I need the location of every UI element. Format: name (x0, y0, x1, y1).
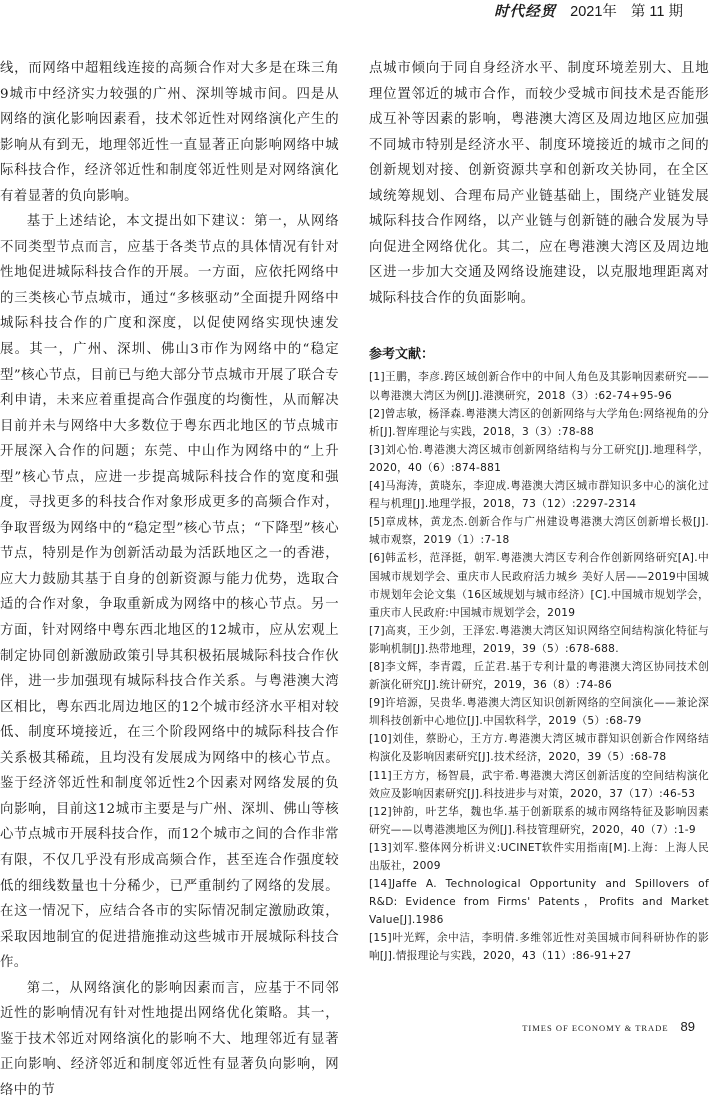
right-column (369, 56, 709, 966)
reference-item: [10]刘佳，蔡盼心，王方方.粤港澳大湾区城市群知识创新合作网络结构演化及影响因素研究[J].技术经济，2020，39（5）:68-78 (369, 733, 709, 764)
journal-brand: 时代经贸 (494, 3, 557, 20)
references-list (369, 368, 709, 965)
reference-item: [7]高爽，王少剑，王泽宏.粤港澳大湾区知识网络空间结构演化特征与影响机制[J].热带地理，2019，39（5）:678-688. (369, 624, 709, 655)
reference-item: [5]章成林，黄龙杰.创新合作与广州建设粤港澳大湾区创新增长极[J].城市观察，2019（1）:7-18 (369, 516, 709, 547)
page-footer (522, 1019, 695, 1034)
issue-year: 2021年 (570, 4, 617, 20)
reference-item: [4]马海涛，黄晓东，李迎成.粤港澳大湾区城市群知识多中心的演化过程与机理[J].地理学报，2018，73（12）:2297-2314 (369, 480, 709, 511)
page-number: 89 (680, 1019, 695, 1034)
page-header (494, 0, 683, 20)
reference-item: [12]钟韵，叶艺华，魏也华.基于创新联系的城市网络特征及影响因素研究——以粤港澳地区为例[J].科技管理研究，2020，40（7）:1-9 (369, 805, 709, 836)
reference-item: [6]韩孟杉，范泽挺，朝军.粤港澳大湾区专利合作创新网络研究[A].中国城市规划学会、重庆市人民政府活力城乡 美好人居——2019中国城市规划年会论文集（16区域规划与城市经济）[C].中国城市规划学会，重庆市人民政府:中国城市规划学会，2019 (369, 552, 709, 619)
paragraph-continuation-right: 点城市倾向于同自身经济水平、制度环境差别大、且地理位置邻近的城市合作，而较少受城市间技术是否能形成互补等因素的影响，粤港澳大湾区及周边地区应加强不同城市特别是经济水平、制度环境接近的城市之间的创新规划对接、创新资源共享和创新攻关协同，在全区域统筹规划、合理布局产业链基础上，围绕产业链发展城际科技合作网络，以产业链与创新链的融合发展为导向促进全网络优化。其二，应在粤港澳大湾区及周边地区进一步加大交通及网络设施建设，以克服地理距离对城际科技合作的负面影响。 (369, 61, 709, 306)
references-heading: 参考文献： (369, 346, 435, 362)
reference-item: [9]许培源，吴贵华.粤港澳大湾区知识创新网络的空间演化——兼论深圳科技创新中心地位[J].中国软科学，2019（5）:68-79 (369, 697, 709, 728)
reference-item: [2]曾志敏，杨泽森.粤港澳大湾区的创新网络与大学角色:网络视角的分析[J].智库理论与实践，2018，3（3）:78-88 (369, 407, 709, 438)
paragraph-suggestion-one: 基于上述结论，本文提出如下建议：第一，从网络不同类型节点而言，应基于各类节点的具体情况有针对性地促进城际科技合作的开展。一方面，应依托网络中的三类核心节点城市，通过“多核驱动”全面提升网络中城际科技合作的广度和深度，以促使网络实现快速发展。其一，广州、深圳、佛山3市作为网络中的“稳定型”核心节点，目前已与绝大部分节点城市开展了联合专利申请，未来应着重提高合作强度的均衡性，从而解决目前并未与网络中大多数位于粤东西北地区的节点城市开展深入合作的问题；东莞、中山作为网络中的“上升型”核心节点，应进一步提高城际科技合作的宽度和强度，寻找更多的科技合作对象形成更多的高频合作对，争取晋级为网络中的“稳定型”核心节点；“下降型”核心节点，特别是作为创新活动最为活跃地区之一的香港，应大力鼓励其基于自身的创新资源与能力优势，选取合适的合作对象，争取重新成为网络中的核心节点。另一方面，针对网络中粤东西北地区的12城市，应从宏观上制定协同创新激励政策引导其积极拓展城际科技合作伙伴，进一步加强现有城际科技合作关系。与粤港澳大湾区相比，粤东西北周边地区的12个城市经济水平相对较低、制度环境接近，在三个阶段网络中的城际科技合作关系极其稀疏，且均没有发展成为网络中的核心节点。鉴于经济邻近性和制度邻近性2个因素对网络发展的负向影响，目前这12城市主要是与广州、深圳、佛山等核心节点城市开展科技合作，而12个城市之间的合作非常有限，不仅几乎没有形成高频合作，甚至连合作强度较低的细线数量也十分稀少，已严重制约了网络的发展。在这一情况下，应结合各市的实际情况制定激励政策，采取因地制宜的促进措施推动这些城市开展城际科技合作。 (0, 214, 339, 971)
paragraph-suggestion-two: 第二，从网络演化的影响因素而言，应基于不同邻近性的影响情况有针对性地提出网络优化策略。其一，鉴于技术邻近对网络演化的影响不大、地理邻近有显著正向影响、经济邻近和制度邻近性有显著负向影响，网络中的节 (0, 980, 339, 1098)
reference-item: [13]刘军.整体网分析讲义:UCINET软件实用指南[M].上海：上海人民出版社，2009 (369, 841, 709, 872)
paragraph-continuation: 线，而网络中超粗线连接的高频合作对大多是在珠三角9城市中经济实力较强的广州、深圳等城市间。四是从网络的演化影响因素看，技术邻近性对网络演化产生的影响从有到无，地理邻近性一直显著正向影响网络中城际科技合作，经济邻近性和制度邻近性则是对网络演化有着显著的负向影响。 (0, 61, 339, 204)
reference-item: [8]李文辉，李青霞，丘芷君.基于专利计量的粤港澳大湾区协同技术创新演化研究[J].统计研究，2019，36（8）:74-86 (369, 660, 709, 692)
reference-item: [11]王方方，杨智晨，武宇希.粤港澳大湾区创新活度的空间结构演化效应及影响因素研究[J].科技进步与对策，2020，37（17）:46-53 (369, 769, 709, 800)
reference-item: [14]Jaffe A. Technological Opportunity and Spillovers of R&D: Evidence from Firms' Patents，Profits and Market Value[J].1986 (369, 878, 709, 927)
issue-number: 第 11 期 (630, 4, 683, 20)
reference-item: [1]王鹏，李彦.跨区域创新合作中的中间人角色及其影响因素研究——以粤港澳大湾区为例[J].港澳研究，2018（3）:62-74+95-96 (369, 371, 709, 402)
footer-journal-name: TIMES OF ECONOMY & TRADE (522, 1023, 669, 1033)
left-column (0, 56, 339, 1103)
reference-item: [15]叶光辉，余中洁，李明倩.多维邻近性对美国城市间科研协作的影响[J].情报理论与实践，2020，43（11）:86-91+27 (369, 932, 709, 963)
reference-item: [3]刘心怡.粤港澳大湾区城市创新网络结构与分工研究[J].地理科学，2020，40（6）:874-881 (369, 443, 709, 474)
